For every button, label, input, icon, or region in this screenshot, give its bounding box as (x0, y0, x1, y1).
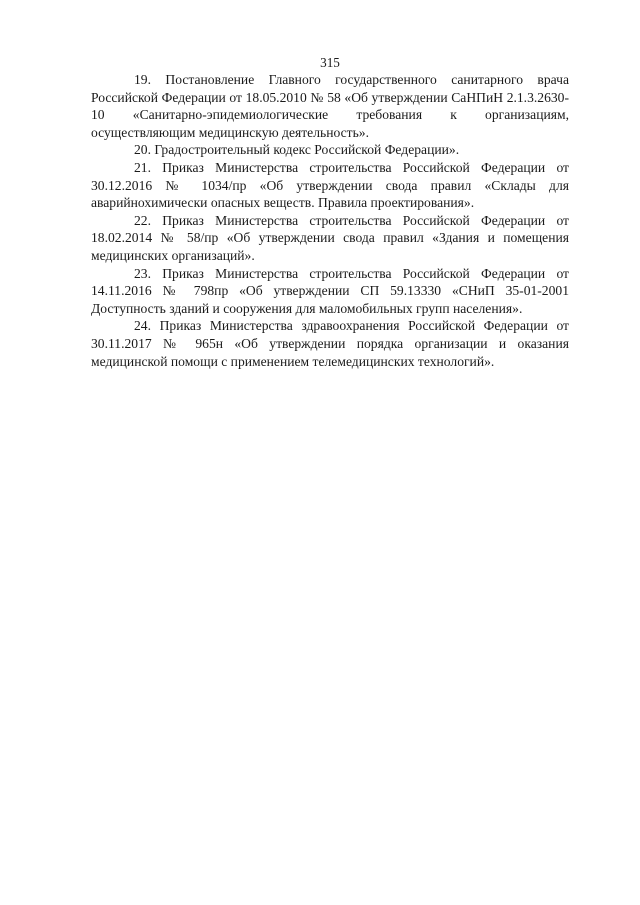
item-text: Постановление Главного государственного санитарного врача Российской Федерации от 18.05.2010 № 58 «Об утверждении СаНПиН 2.1.3.2630-10 «Санитарно-эпидемиологические требования к организациям, осуществляющим медицинскую деятельность». (91, 72, 569, 140)
page-number: 315 (320, 55, 340, 70)
item-text: Приказ Министерства строительства Российской Федерации от 14.11.2016 № 798пр «Об утверждении СП 59.13330 «СНиП 35-01-2001 Доступность зданий и сооружения для маломобильных групп населения». (91, 265, 569, 316)
list-item-20 (91, 141, 569, 159)
item-text: Градостроительный кодекс Российской Федерации». (154, 142, 460, 158)
document-page (91, 54, 569, 370)
item-text: Приказ Министерства строительства Российской Федерации от 30.12.2016 № 1034/пр «Об утверждении свода правил «Склады для аварийнохимически опасных веществ. Правила проектирования». (91, 159, 569, 211)
list-item-22 (91, 212, 569, 265)
item-text: Приказ Министерства здравоохранения Российской Федерации от 30.11.2017 № 965н «Об утверждении порядка организации и оказания медицинской помощи с применением телемедицинских технологий». (91, 318, 569, 369)
item-number: 21. (134, 159, 151, 175)
item-number: 20. (134, 142, 151, 158)
list-item-19 (91, 71, 569, 141)
item-number: 19. (134, 72, 151, 87)
item-number: 24. (134, 318, 151, 334)
list-item-21 (91, 159, 569, 212)
item-text: Приказ Министерства строительства Российской Федерации от 18.02.2014 № 58/пр «Об утверждении свода правил «Здания и помещения медицинских организаций». (91, 212, 569, 263)
list-item-24 (91, 317, 569, 370)
list-item-23 (91, 265, 569, 318)
item-number: 23. (134, 265, 151, 281)
item-number: 22. (134, 212, 151, 228)
